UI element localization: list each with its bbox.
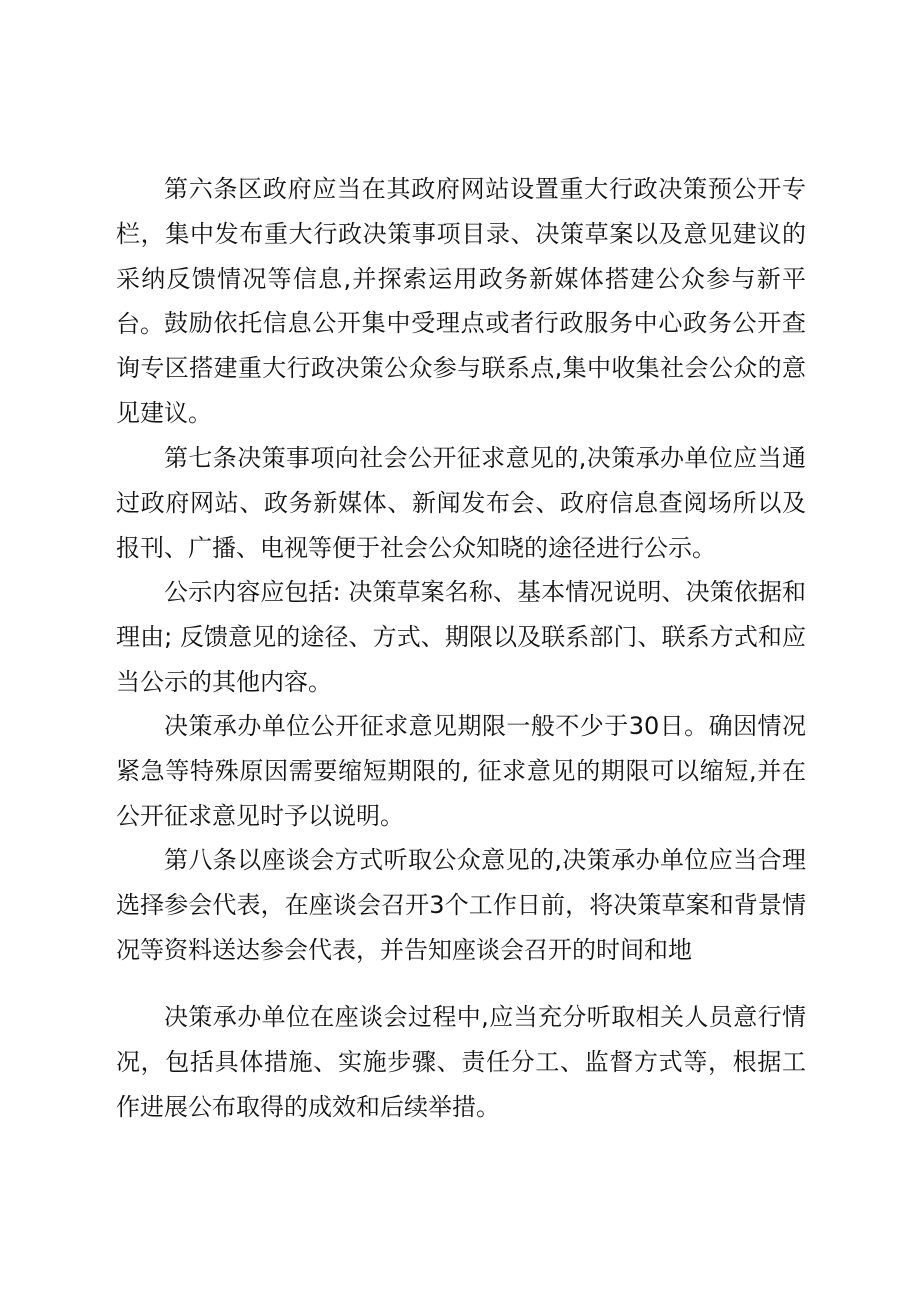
paragraph-publicity-content: 公示内容应包括: 决策草案名称、基本情况说明、决策依据和理由; 反馈意见的途径、方式、期限以及联系部门、联系方式和应当公示的其他内容。 bbox=[116, 578, 806, 696]
paragraph-article-6: 第六条区政府应当在其政府网站设置重大行政决策预公开专栏，集中发布重大行政决策事项目录、决策草案以及意见建议的采纳反馈情况等信息,并探索运用政务新媒体搭建公众参与新平台。 bbox=[116, 175, 806, 338]
paragraph-contact-point: 鼓励依托信息公开集中受理点或者行政服务中心政务公开查询专区搭建重大行政决策公众参与联系点,集中收集社会公众的意见建议。 bbox=[116, 309, 806, 427]
paragraph-article-7: 第七条决策事项向社会公开征求意见的,决策承办单位应当通过政府网站、政务新媒体、新闻发布会、政府信息查阅场所以及报刊、广播、电视等便于社会公众知晓的途径进行公示。 bbox=[116, 444, 806, 562]
paragraph-comment-period: 决策承办单位公开征求意见期限一般不少于30日。确因情况紧急等特殊原因需要缩短期限的, 征求意见的期限可以缩短,并在公开征求意见时予以说明。 bbox=[116, 712, 806, 830]
paragraph-symposium-process: 决策承办单位在座谈会过程中,应当充分听取相关人员意行情况，包括具体措施、实施步骤、责任分工、监督方式等，根据工作进展公布取得的成效和后续举措。 bbox=[116, 1003, 806, 1121]
paragraph-article-8: 第八条以座谈会方式听取公众意见的,决策承办单位应当合理选择参会代表，在座谈会召开3个工作日前，将决策草案和背景情况等资料送达参会代表，并告知座谈会召开的时间和地 bbox=[116, 846, 806, 964]
